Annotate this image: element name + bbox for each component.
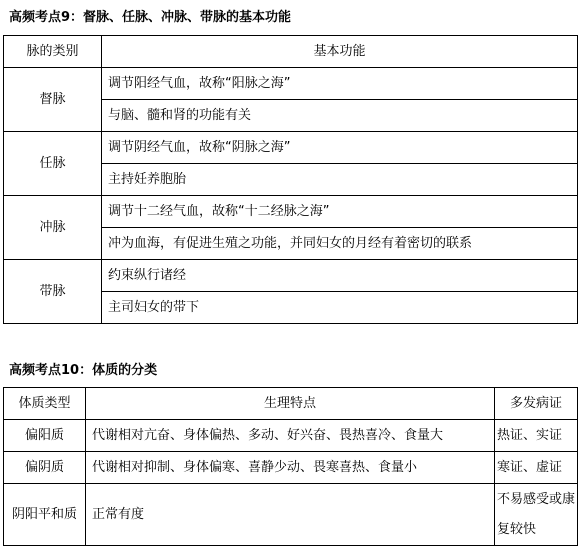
- constitution-disease: 不易感受或康复较快: [495, 484, 578, 546]
- constitution-traits: 正常有度: [86, 484, 495, 546]
- table-row: [4, 132, 578, 164]
- column-header-traits: 生理特点: [86, 388, 495, 420]
- meridian-name: 督脉: [4, 68, 102, 132]
- column-header-type: 体质类型: [4, 388, 86, 420]
- table-header-row: [4, 388, 578, 420]
- constitution-type: 阴阳平和质: [4, 484, 86, 546]
- table-row: [4, 484, 578, 546]
- constitution-disease: 热证、实证: [495, 420, 578, 452]
- constitution-type: 偏阳质: [4, 420, 86, 452]
- meridian-function: 冲为血海，有促进生殖之功能，并同妇女的月经有着密切的联系: [102, 228, 578, 260]
- constitution-type: 偏阴质: [4, 452, 86, 484]
- column-header-disease: 多发病证: [495, 388, 578, 420]
- constitution-disease: 寒证、虚证: [495, 452, 578, 484]
- meridian-function: 调节阳经气血，故称“阳脉之海”: [102, 68, 578, 100]
- meridian-name: 带脉: [4, 260, 102, 324]
- meridian-function: 约束纵行诸经: [102, 260, 578, 292]
- column-header-function: 基本功能: [102, 36, 578, 68]
- meridian-function: 与脑、髓和肾的功能有关: [102, 100, 578, 132]
- table-row: [4, 196, 578, 228]
- column-header-category: 脉的类别: [4, 36, 102, 68]
- meridian-function-table: [3, 35, 578, 324]
- meridian-function: 主司妇女的带下: [102, 292, 578, 324]
- meridian-function: 调节阴经气血，故称“阴脉之海”: [102, 132, 578, 164]
- table-row: [4, 68, 578, 100]
- meridian-function: 调节十二经气血，故称“十二经脉之海”: [102, 196, 578, 228]
- constitution-traits: 代谢相对抑制、身体偏寒、喜静少动、畏寒喜热、食量小: [86, 452, 495, 484]
- table-row: [4, 420, 578, 452]
- meridian-function: 主持妊养胞胎: [102, 164, 578, 196]
- table-row: [4, 452, 578, 484]
- section-title-meridians: 高频考点9：督脉、任脉、冲脉、带脉的基本功能: [9, 10, 292, 25]
- section-title-constitution: 高频考点10：体质的分类: [9, 363, 158, 378]
- constitution-traits: 代谢相对亢奋、身体偏热、多动、好兴奋、畏热喜冷、食量大: [86, 420, 495, 452]
- table-row: [4, 260, 578, 292]
- meridian-name: 任脉: [4, 132, 102, 196]
- meridian-name: 冲脉: [4, 196, 102, 260]
- constitution-table: [3, 387, 578, 546]
- table-header-row: [4, 36, 578, 68]
